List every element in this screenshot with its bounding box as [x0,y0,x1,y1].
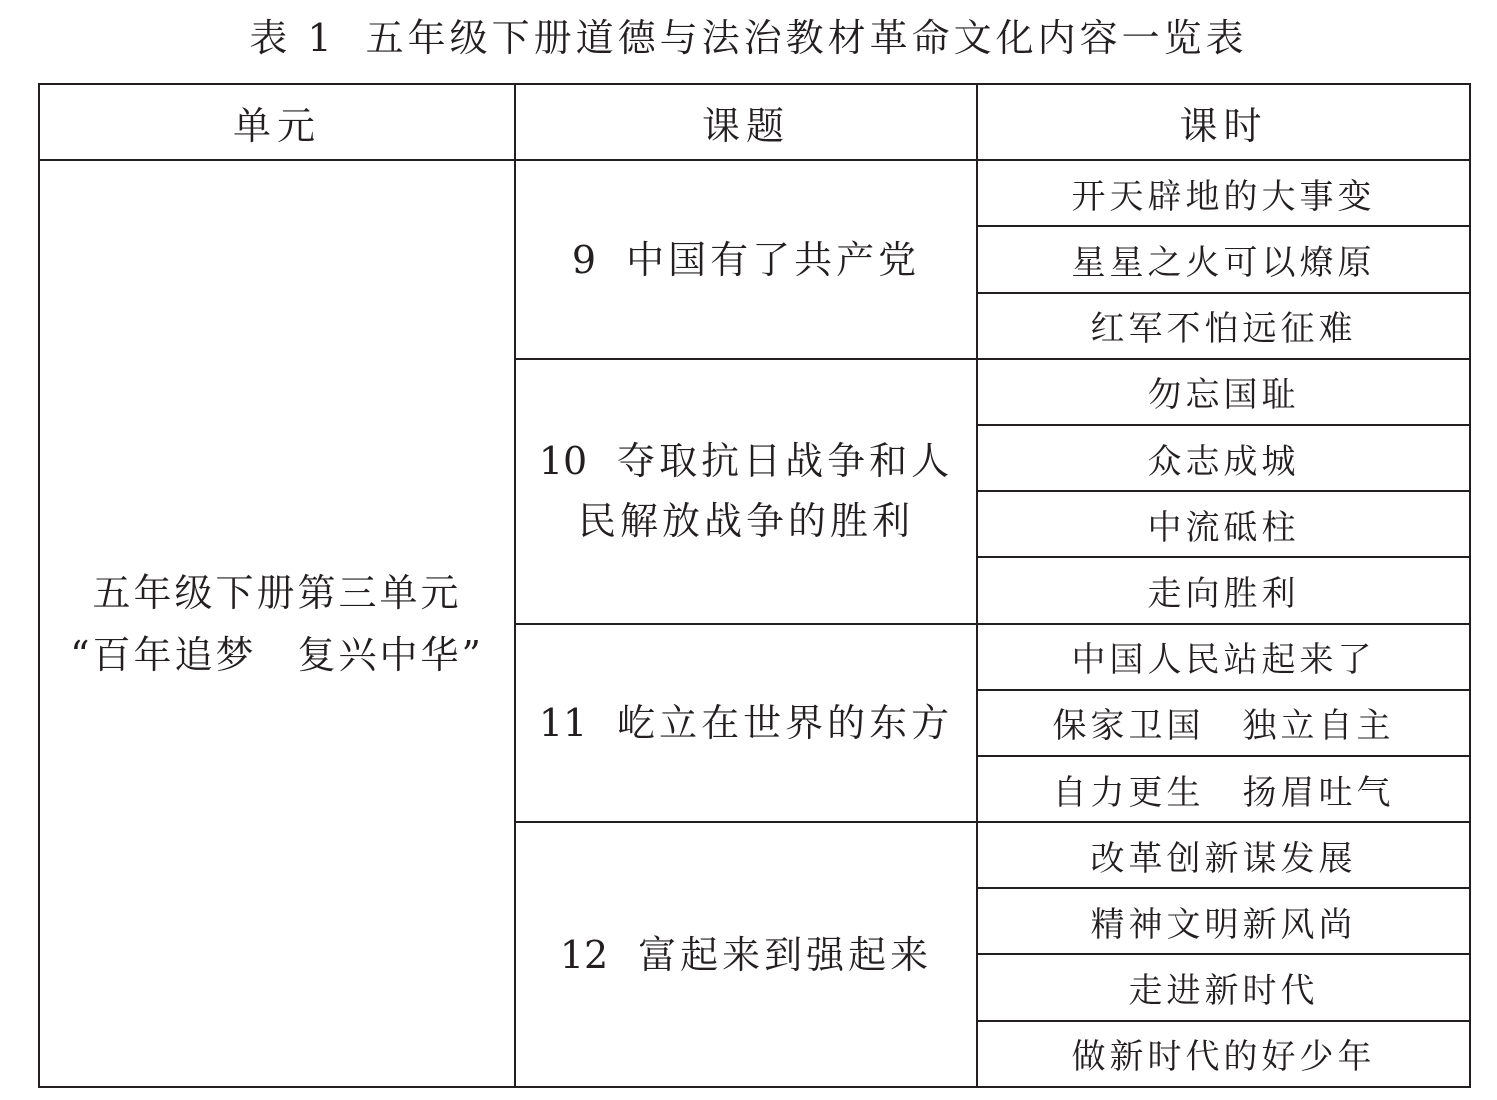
period-cell: 做新时代的好少年 [977,1021,1470,1087]
period-cell: 走向胜利 [977,557,1470,623]
period-cell: 众志成城 [977,425,1470,491]
table-caption [0,8,1497,68]
lesson-number: 9 [571,237,597,282]
lesson-title-line2: 民解放战争的胜利 [577,499,914,544]
unit-cell [39,160,515,1087]
table-row [39,160,1470,226]
period-cell: 改革创新谋发展 [977,822,1470,888]
period-cell: 红军不怕远征难 [977,293,1470,359]
lesson-cell-12 [515,822,977,1087]
lesson-cell-11 [515,624,977,823]
period-cell: 中国人民站起来了 [977,624,1470,690]
unit-name: 五年级下册第三单元 [92,570,462,615]
table-title: 五年级下册道德与法治教材革命文化内容一览表 [365,16,1248,60]
unit-theme: “百年追梦 复兴中华” [70,632,484,677]
lesson-number: 12 [559,932,609,977]
table-number: 表 1 [249,16,336,60]
period-cell: 开天辟地的大事变 [977,160,1470,226]
lesson-title: 富起来到强起来 [638,932,933,977]
period-cell: 精神文明新风尚 [977,888,1470,954]
period-cell: 走进新时代 [977,954,1470,1020]
lesson-cell-9 [515,160,977,359]
period-cell: 星星之火可以燎原 [977,226,1470,292]
period-cell: 自力更生 扬眉吐气 [977,756,1470,822]
lesson-number: 10 [538,439,588,484]
lesson-title-line1: 夺取抗日战争和人 [617,439,954,484]
period-cell: 勿忘国耻 [977,359,1470,425]
period-cell: 保家卫国 独立自主 [977,690,1470,756]
lesson-title: 屹立在世界的东方 [617,700,954,745]
lesson-cell-10 [515,359,977,624]
header-period: 课时 [977,84,1470,160]
header-lesson: 课题 [515,84,977,160]
header-unit: 单元 [39,84,515,160]
lesson-number: 11 [538,700,588,745]
table-header-row [39,84,1470,160]
revolution-culture-table [38,83,1471,1088]
lesson-title: 中国有了共产党 [626,237,921,282]
period-cell: 中流砥柱 [977,491,1470,557]
